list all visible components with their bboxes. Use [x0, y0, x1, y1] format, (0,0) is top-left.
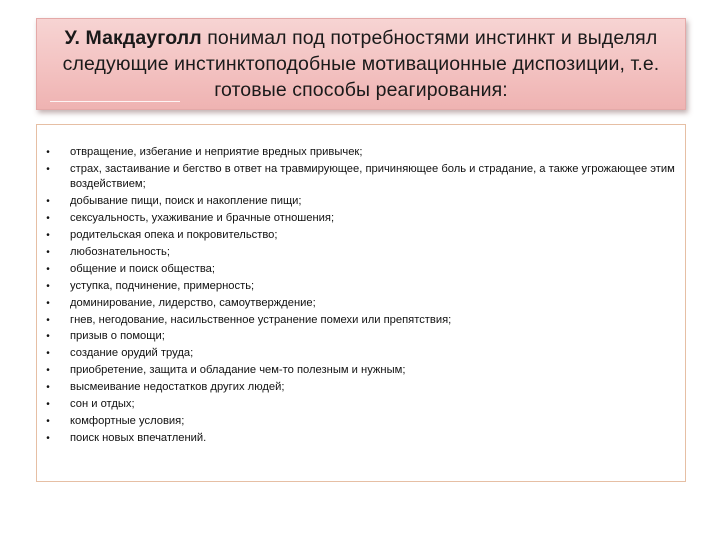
list-item-text: гнев, негодование, насильственное устранение помехи или препятствия; — [70, 313, 452, 326]
list-item-text: добывание пищи, поиск и накопление пищи; — [70, 195, 302, 208]
bullet-icon: • — [46, 331, 50, 343]
bullet-icon: • — [46, 213, 50, 225]
list-item-text: уступка, подчинение, примерность; — [70, 279, 255, 292]
bullet-icon: • — [46, 297, 50, 309]
bullet-icon: • — [46, 246, 50, 258]
bullet-icon: • — [46, 399, 50, 411]
bullet-icon: • — [46, 382, 50, 394]
list-item — [43, 228, 675, 243]
title-underline-divider — [50, 101, 180, 102]
list-item-text: сексуальность, ухаживание и брачные отношения; — [70, 212, 335, 225]
list-item-text: призыв о помощи; — [70, 330, 165, 343]
motives-list — [43, 145, 675, 446]
list-item-text: родительская опека и покровительство; — [70, 229, 278, 242]
list-item-text: страх, застаивание и бегство в ответ на травмирующее, причиняющее боль и страдание, а также угрожающее этим воздействием; — [70, 162, 675, 191]
bullet-icon: • — [46, 163, 50, 175]
bullet-icon: • — [46, 263, 50, 275]
bullet-icon: • — [46, 432, 50, 444]
list-item-text: отвращение, избегание и неприятие вредных привычек; — [70, 146, 363, 158]
bullet-icon: • — [46, 147, 50, 158]
list-item-text: доминирование, лидерство, самоутверждение; — [70, 296, 316, 309]
title-box — [36, 18, 686, 110]
bullet-icon: • — [46, 280, 50, 292]
list-item-text: создание орудий труда; — [70, 347, 194, 360]
list-item — [43, 313, 675, 328]
list-item — [43, 397, 675, 412]
list-item — [43, 329, 675, 344]
list-item — [43, 194, 675, 209]
title-author: У. Макдауголл — [64, 27, 202, 49]
title-rest: понимал под потребностями инстинкт и выделял следующие инстинктоподобные мотивационные диспозиции, т.е. готовые способы реагирования: — [62, 27, 660, 101]
list-item-text: приобретение, защита и обладание чем-то полезным и нужным; — [70, 364, 406, 377]
bullet-icon: • — [46, 314, 50, 326]
bullet-icon: • — [46, 365, 50, 377]
list-item — [43, 245, 675, 260]
list-item — [43, 262, 675, 277]
list-item — [43, 211, 675, 226]
list-item — [43, 363, 675, 378]
list-item-text: высмеивание недостатков других людей; — [70, 381, 285, 394]
list-item — [43, 145, 675, 160]
list-item — [43, 296, 675, 311]
list-item — [43, 346, 675, 361]
list-item — [43, 279, 675, 294]
list-item — [43, 431, 675, 446]
list-item-text: общение и поиск общества; — [70, 262, 215, 275]
list-item-text: сон и отдых; — [70, 398, 135, 411]
slide-title — [47, 25, 675, 103]
bullet-icon: • — [46, 230, 50, 242]
list-item — [43, 380, 675, 395]
list-item — [43, 162, 675, 193]
list-item-text: поиск новых впечатлений. — [70, 431, 207, 444]
list-item — [43, 414, 675, 429]
bullet-icon: • — [46, 348, 50, 360]
bullet-icon: • — [46, 196, 50, 208]
list-item-text: комфортные условия; — [70, 415, 185, 427]
content-box — [36, 124, 686, 482]
bullet-icon: • — [46, 416, 50, 427]
list-item-text: любознательность; — [70, 245, 170, 258]
